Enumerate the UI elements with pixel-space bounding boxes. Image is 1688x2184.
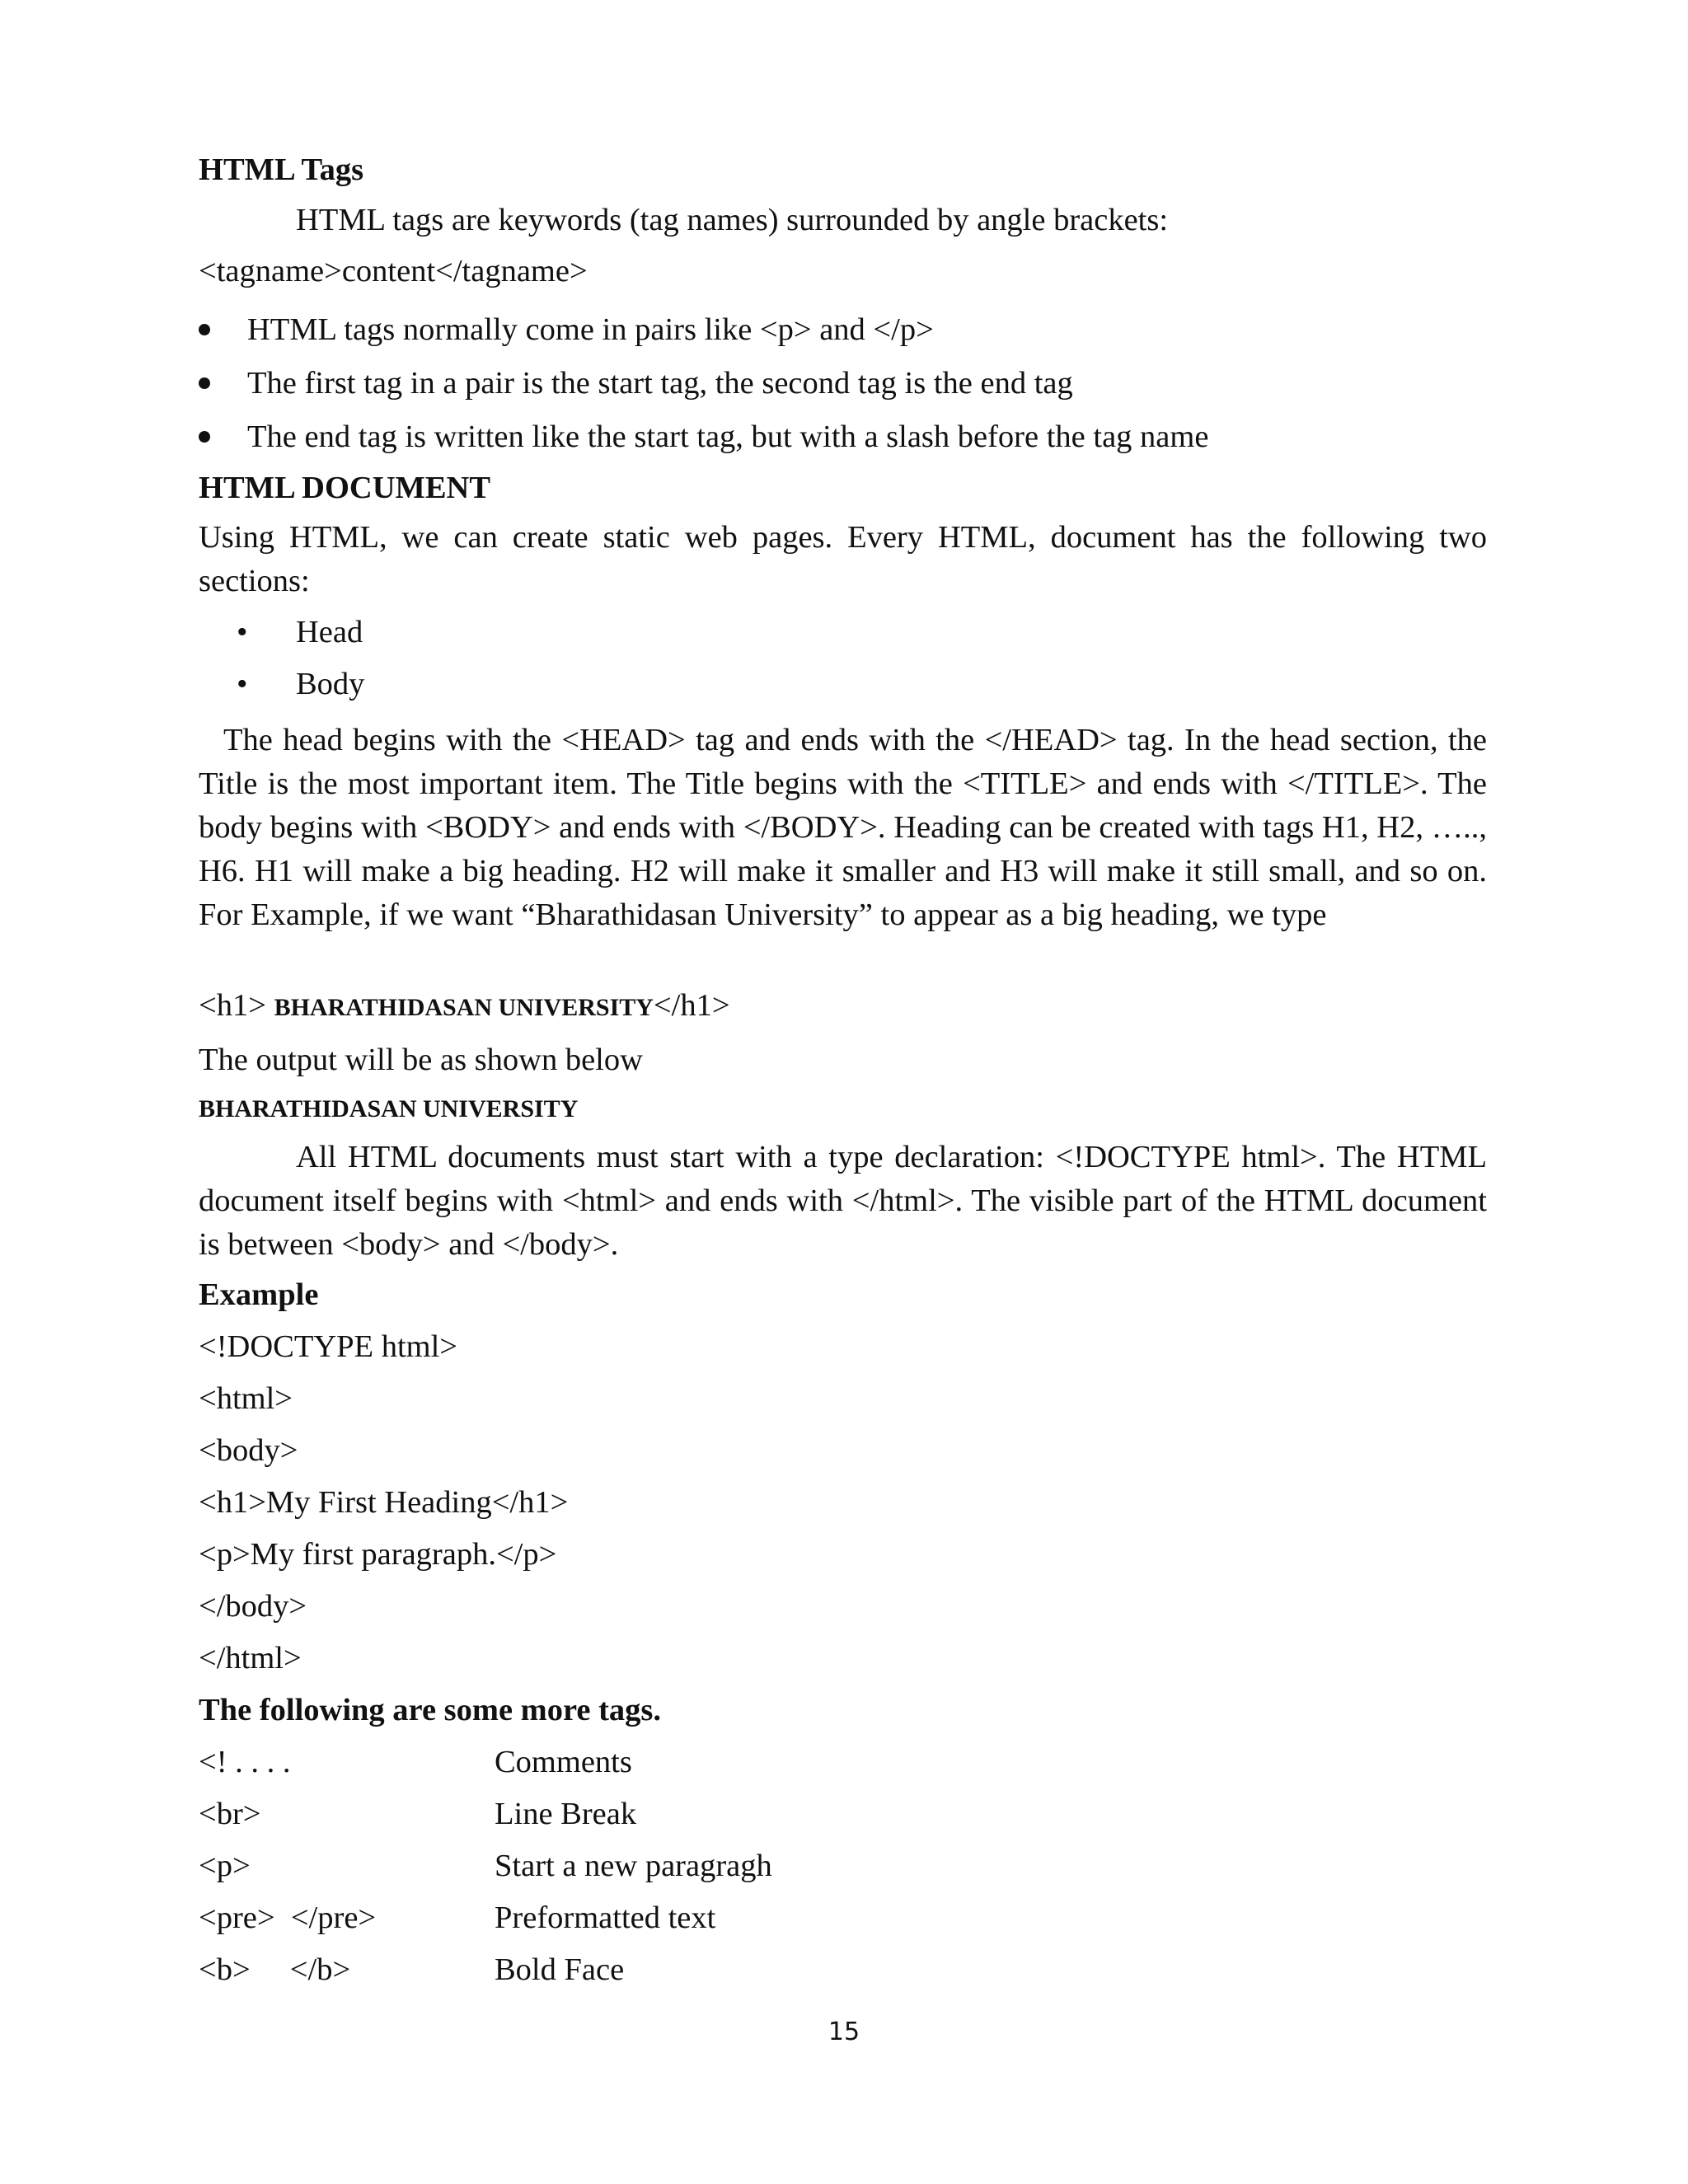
- tag-name-cell: <br>: [199, 1797, 261, 1831]
- head-body-paragraph: The head begins with the <HEAD> tag and ends with the </HEAD> tag. In the head section, the Title is the most important item. The Title begins with the <TITLE> and ends with </TITLE>. The body begins with <BODY> and ends with </BODY>. Heading can be created with tags H1, H2, ….., H6. H1 will make a big heading. H2 will make it smaller and H3 will make it still small, and so on. For Example, if we want “Bharathidasan University” to appear as a big heading, we type: [199, 723, 1487, 932]
- bullet-icon: •: [237, 667, 248, 701]
- bullet-dot-icon: [199, 431, 210, 443]
- h1-code-example: [199, 986, 730, 1028]
- example-code-line: <html>: [199, 1381, 293, 1416]
- code-content: BHARATHIDASAN UNIVERSITY: [274, 994, 654, 1021]
- more-tags-heading: The following are some more tags.: [199, 1693, 662, 1727]
- bullet-dot-icon: [199, 377, 210, 389]
- section-heading-html-document: HTML DOCUMENT: [199, 471, 491, 505]
- code-close-tag: </h1>: [653, 988, 730, 1023]
- tag-description-cell: Line Break: [495, 1797, 637, 1831]
- tag-name-cell: <b> </b>: [199, 1952, 351, 1987]
- example-code-line: <body>: [199, 1433, 298, 1468]
- tag-description-cell: Preformatted text: [495, 1900, 716, 1935]
- bullet-icon: •: [237, 615, 248, 649]
- bullet-item: The end tag is written like the start tag, but with a slash before the tag name: [247, 419, 1209, 454]
- output-label: The output will be as shown below: [199, 1043, 643, 1077]
- output-value: BHARATHIDASAN UNIVERSITY: [199, 1095, 579, 1122]
- section-list-item-head: Head: [296, 615, 363, 649]
- tag-description-cell: Start a new paragragh: [495, 1849, 772, 1883]
- example-code-line: </body>: [199, 1589, 307, 1624]
- bullet-item: The first tag in a pair is the start tag, the second tag is the end tag: [247, 366, 1073, 401]
- html-document-intro: Using HTML, we can create static web pages. Every HTML, document has the following two sections:: [199, 520, 1487, 598]
- doctype-paragraph: All HTML documents must start with a type declaration: <!DOCTYPE html>. The HTML document itself begins with <html> and ends with </html>. The visible part of the HTML document is between <body> and </body>.: [199, 1140, 1487, 1262]
- tag-description-cell: Bold Face: [495, 1952, 625, 1987]
- html-tags-intro: HTML tags are keywords (tag names) surrounded by angle brackets:: [296, 203, 1169, 237]
- code-open-tag: <h1>: [199, 988, 274, 1023]
- bullet-dot-icon: [199, 324, 210, 335]
- example-heading: Example: [199, 1277, 319, 1312]
- example-code-line: </html>: [199, 1641, 302, 1675]
- tag-description-cell: Comments: [495, 1745, 632, 1779]
- tag-name-cell: <! . . . .: [199, 1745, 291, 1779]
- tag-name-cell: <p>: [199, 1849, 251, 1883]
- tag-syntax: <tagname>content</tagname>: [199, 254, 588, 288]
- bullet-item: HTML tags normally come in pairs like <p> and </p>: [247, 312, 934, 347]
- example-code-line: <p>My first paragraph.</p>: [199, 1537, 557, 1572]
- tag-name-cell: <pre> </pre>: [199, 1900, 377, 1935]
- section-list-item-body: Body: [296, 667, 365, 701]
- example-code-line: <!DOCTYPE html>: [199, 1329, 457, 1364]
- page-number: 15: [828, 2018, 860, 2046]
- section-heading-html-tags: HTML Tags: [199, 152, 364, 187]
- example-code-line: <h1>My First Heading</h1>: [199, 1485, 569, 1520]
